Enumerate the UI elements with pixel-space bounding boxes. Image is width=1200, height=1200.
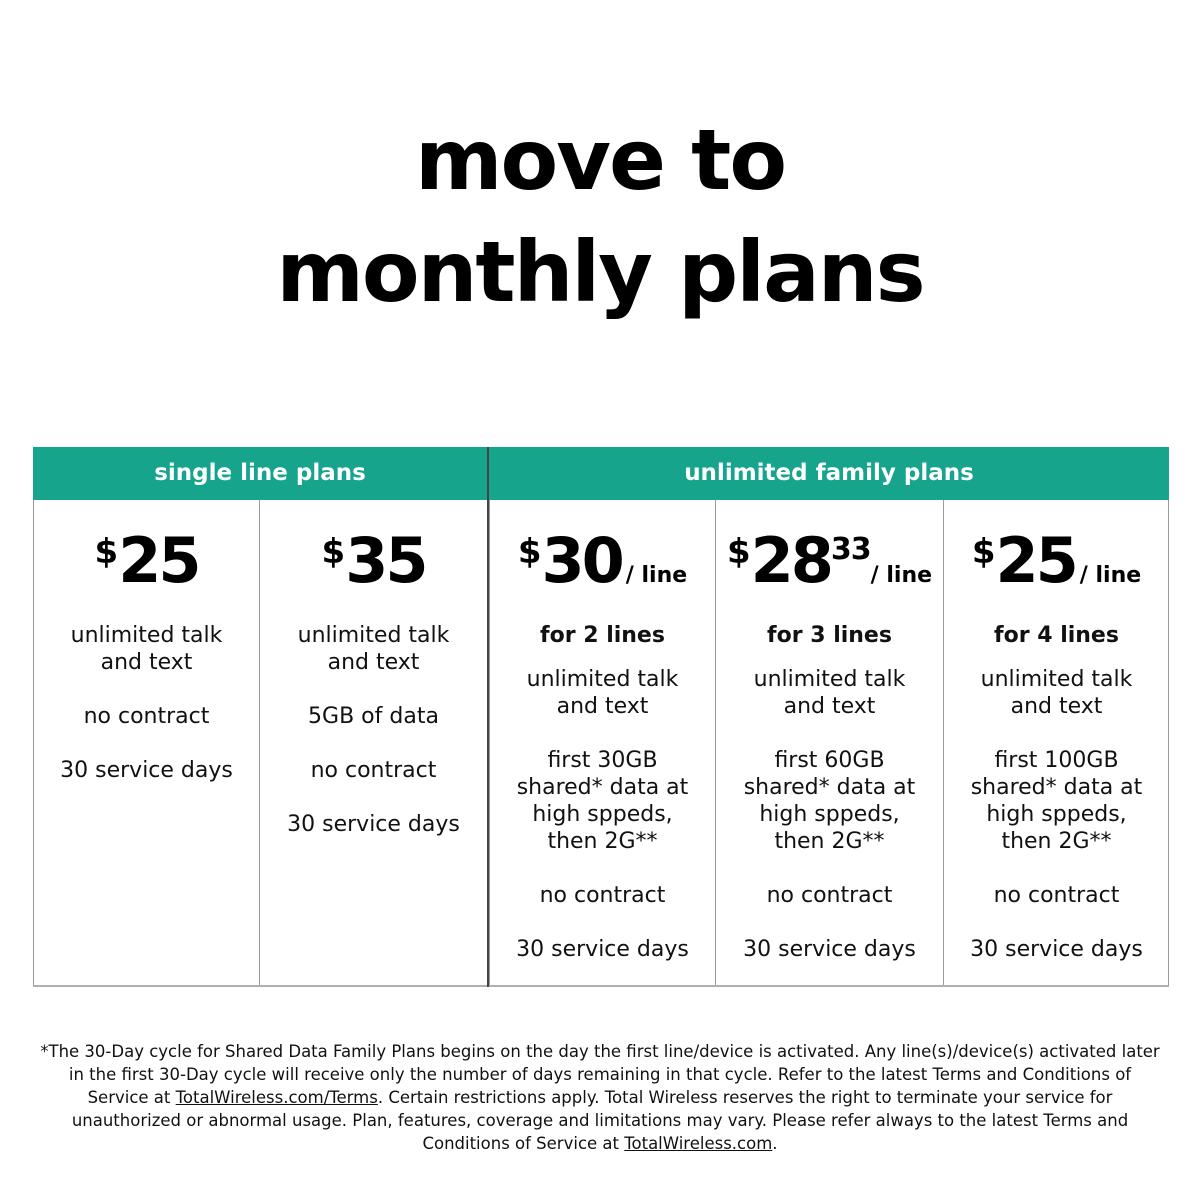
per-line-label: / line — [870, 563, 933, 588]
family-plans-header: unlimited family plans — [489, 447, 1169, 500]
feature-text: 30 service days — [743, 937, 916, 962]
footnote-text: . Certain restrictions apply. Total Wireless reserves the right to terminate your service for unauthorized or abnormal usage. Plan, features, coverage and limitations may vary. Please refer always to the latest Terms and Conditions of Service at — [71, 1088, 1129, 1153]
plan-card-25 — [33, 500, 259, 986]
dollar-sign: $ — [321, 532, 346, 572]
feature-text: first 100GB shared* data at high sppeds, then 2G** — [970, 748, 1143, 854]
dollar-sign: $ — [517, 532, 542, 572]
dollar-sign: $ — [94, 532, 119, 572]
feature-text: no contract — [539, 883, 666, 908]
plan-price — [34, 524, 259, 618]
feature-text: no contract — [83, 704, 210, 729]
line-count: for 4 lines — [994, 623, 1119, 648]
plan-card-35 — [259, 500, 487, 986]
price-amount: 30 — [541, 524, 622, 597]
feature-text: 5GB of data — [308, 704, 439, 729]
per-line-label: / line — [625, 563, 688, 588]
feature-text: unlimited talk and text — [70, 623, 223, 675]
single-line-plans-header: single line plans — [33, 447, 487, 500]
page-title-line1: move to — [414, 111, 786, 209]
footnote-text: . — [772, 1134, 778, 1153]
dollar-sign: $ — [726, 532, 751, 572]
price-amount: 28 — [750, 524, 831, 597]
feature-text: 30 service days — [287, 812, 460, 837]
plan-price — [944, 524, 1169, 618]
site-link[interactable]: TotalWireless.com — [624, 1134, 773, 1153]
feature-text: unlimited talk and text — [980, 667, 1133, 719]
price-cents: 33 — [830, 532, 871, 567]
feature-text: no contract — [993, 883, 1120, 908]
feature-text: 30 service days — [970, 937, 1143, 962]
feature-text: no contract — [310, 758, 437, 783]
dollar-sign: $ — [971, 532, 996, 572]
feature-text: first 30GB shared* data at high sppeds, then 2G** — [516, 748, 689, 854]
feature-text: first 60GB shared* data at high sppeds, then 2G** — [743, 748, 916, 854]
feature-text: no contract — [766, 883, 893, 908]
feature-text: 30 service days — [516, 937, 689, 962]
line-count: for 3 lines — [767, 623, 892, 648]
plan-card-30-per-line — [489, 500, 715, 986]
feature-text: unlimited talk and text — [526, 667, 679, 719]
line-count: for 2 lines — [540, 623, 665, 648]
feature-text: unlimited talk and text — [753, 667, 906, 719]
feature-text: 30 service days — [60, 758, 233, 783]
price-amount: 25 — [118, 524, 199, 597]
plan-price — [490, 524, 715, 618]
plan-card-28-33-per-line — [715, 500, 943, 986]
price-amount: 35 — [345, 524, 426, 597]
plan-price — [260, 524, 487, 618]
footnote-text: *The 30-Day cycle for Shared Data Family Plans begins on the day the first line/device is activated. Any line(s)/device(s) activated later in the first 30-Day cycle will receive only the number of days remaining in that cycle. Refer to the latest Terms and Conditions of Service at — [40, 1042, 1160, 1107]
footnote — [40, 1040, 1160, 1155]
terms-link[interactable]: TotalWireless.com/Terms — [175, 1088, 378, 1107]
price-amount: 25 — [995, 524, 1076, 597]
plan-price — [716, 524, 943, 618]
page-title-line2: monthly plans — [276, 223, 924, 321]
feature-text: unlimited talk and text — [297, 623, 450, 675]
plan-card-25-per-line — [943, 500, 1169, 986]
per-line-label: / line — [1079, 563, 1142, 588]
plans-table — [33, 447, 1169, 987]
section-divider — [487, 447, 489, 987]
